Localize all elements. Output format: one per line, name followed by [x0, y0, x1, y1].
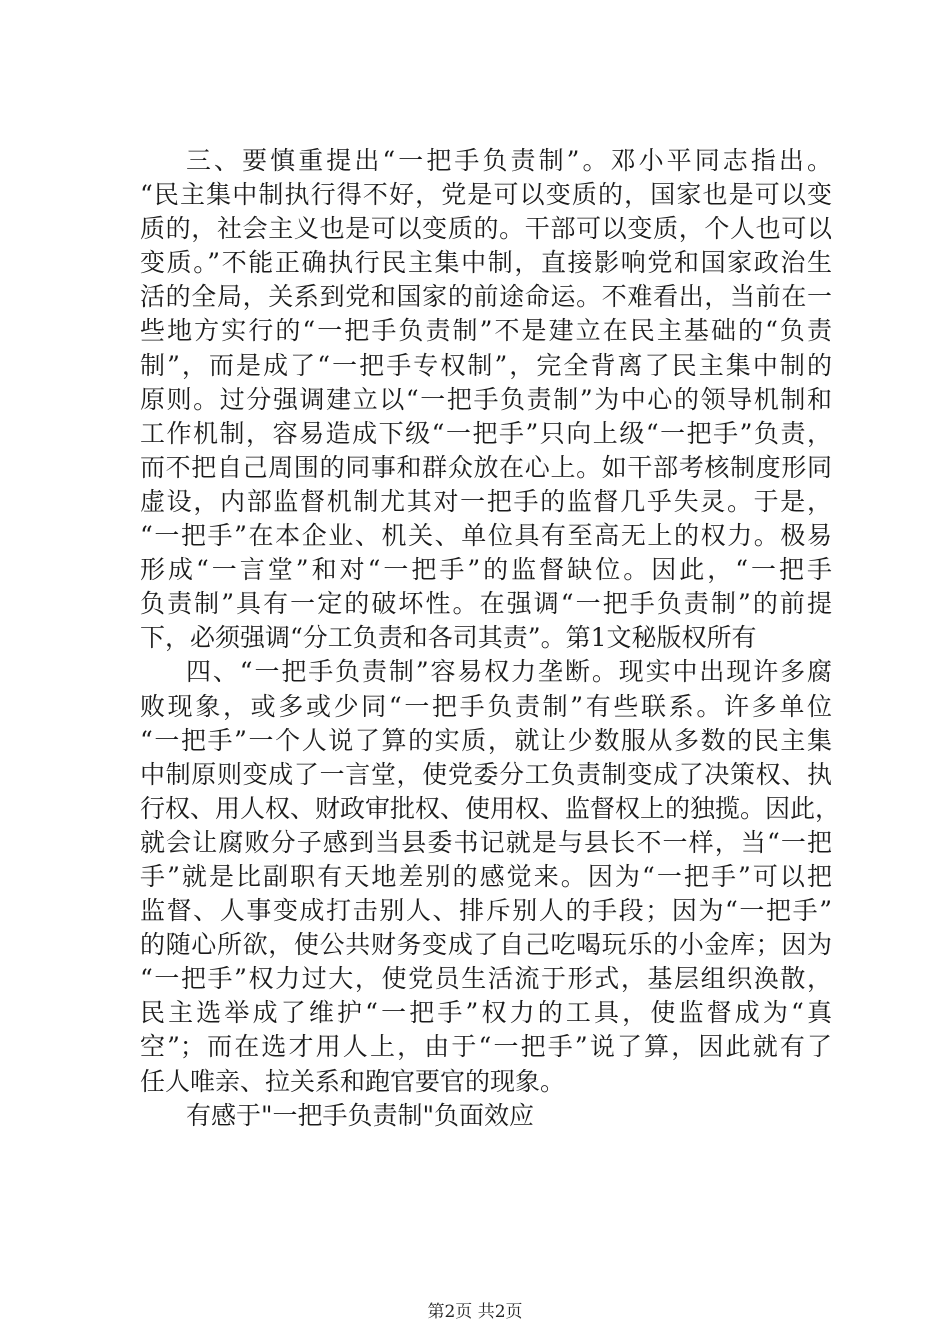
page-footer: [0, 1297, 950, 1322]
text-line: 三、要慎重提出“一把手负责制”。邓小平同志指出。: [186, 146, 832, 175]
text-line: “民主集中制执行得不好，党是可以变质的，国家也是可以变: [140, 180, 832, 210]
paragraph-3: [140, 144, 832, 655]
text-line: “一把手”在本企业、机关、单位具有至高无上的权力。极易: [140, 521, 832, 551]
text-line: 质的，社会主义也是可以变质的。干部可以变质，个人也可以: [140, 214, 832, 244]
text-line: 下，必须强调“分工负责和各司其责”。第1文秘版权所有: [140, 623, 757, 653]
text-line: 形成“一言堂”和对“一把手”的监督缺位。因此，“一把手: [140, 555, 832, 585]
text-line: 负责制”具有一定的破坏性。在强调“一把手负责制”的前提: [140, 589, 832, 619]
text-line: 民主选举成了维护“一把手”权力的工具，使监督成为“真: [140, 998, 832, 1028]
text-line: 虚设，内部监督机制尤其对一把手的监督几乎失灵。于是，: [140, 486, 832, 516]
text-line: 工作机制，容易造成下级“一把手”只向上级“一把手”负责，: [140, 418, 832, 448]
text-line: 就会让腐败分子感到当县委书记就是与县长不一样，当“一把: [140, 827, 832, 857]
text-line: 的随心所欲，使公共财务变成了自己吃喝玩乐的小金库；因为: [140, 930, 832, 960]
closing-title: 有感于"一把手负责制"负面效应: [186, 1100, 534, 1130]
text-line: “一把手”一个人说了算的实质，就让少数服从多数的民主集: [140, 725, 832, 755]
text-line: 变质。”不能正确执行民主集中制，直接影响党和国家政治生: [140, 248, 832, 278]
paragraph-4: [140, 655, 841, 1098]
text-line: 活的全局，关系到党和国家的前途命运。不难看出，当前在一: [140, 282, 832, 312]
page-number: 第2页 共2页: [427, 1302, 523, 1322]
text-line: 空”；而在选才用人上，由于“一把手”说了算，因此就有了: [140, 1032, 832, 1062]
document-body: [140, 144, 841, 1133]
text-line: 而不把自己周围的同事和群众放在心上。如干部考核制度形同: [140, 452, 832, 482]
text-line: 四、“一把手负责制”容易权力垄断。现实中出现许多腐: [186, 657, 832, 687]
text-line: 制”，而是成了“一把手专权制”，完全背离了民主集中制的: [140, 350, 832, 380]
text-line: 败现象，或多或少同“一把手负责制”有些联系。许多单位: [140, 691, 832, 721]
text-line: 任人唯亲、拉关系和跑官要官的现象。: [140, 1066, 566, 1096]
text-line: 监督、人事变成打击别人、排斥别人的手段；因为“一把手”: [140, 896, 832, 926]
text-line: “一把手”权力过大，使党员生活流于形式，基层组织涣散，: [140, 964, 832, 994]
text-line: 手”就是比副职有天地差别的感觉来。因为“一把手”可以把: [140, 861, 832, 891]
text-line: 原则。过分强调建立以“一把手负责制”为中心的领导机制和: [140, 384, 832, 414]
text-line: 中制原则变成了一言堂，使党委分工负责制变成了决策权、执: [140, 759, 832, 789]
text-line: 行权、用人权、财政审批权、使用权、监督权上的独揽。因此，: [140, 793, 841, 823]
text-line: 些地方实行的“一把手负责制”不是建立在民主基础的“负责: [140, 316, 832, 346]
